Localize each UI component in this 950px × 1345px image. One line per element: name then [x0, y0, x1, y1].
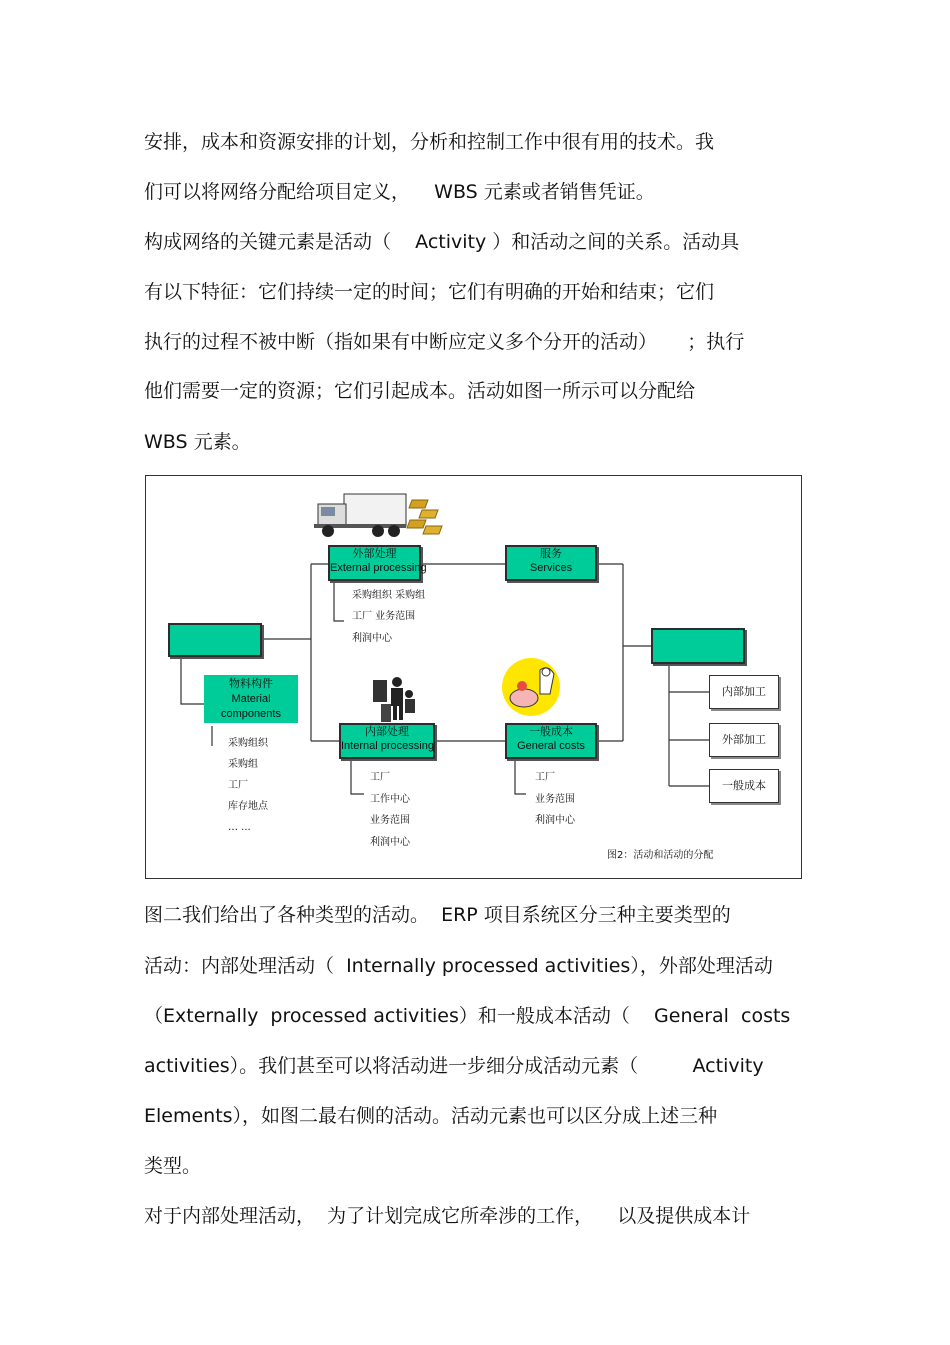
- external-processing-box: 外部处理 External processing: [328, 545, 421, 581]
- external-attr-3: 利润中心: [352, 633, 392, 644]
- external-attr-1: 采购组织 采购组: [352, 590, 426, 601]
- text-line: 安排，成本和资源安排的计划，分析和控制工作中很有用的技术。我: [144, 131, 715, 153]
- text-line: 们可以将网络分配给项目定义， WBS 元素或者销售凭证。: [144, 181, 655, 203]
- material-attr-1: 采购组织: [228, 738, 268, 749]
- text-line: 活动：内部处理活动（ Internally processed activities），外部处理活动: [144, 955, 773, 977]
- services-box: 服务 Services: [505, 545, 597, 581]
- text-line: 图二我们给出了各种类型的活动。 ERP 项目系统区分三种主要类型的: [144, 904, 731, 926]
- material-attr-2: 采购组: [228, 759, 258, 770]
- general-attr-1: 工厂: [535, 772, 555, 783]
- activity-element-external: 外部加工: [709, 723, 779, 757]
- general-attr-3: 利润中心: [535, 815, 575, 826]
- activity-element-internal: 内部加工: [709, 675, 779, 709]
- material-attr-5: … ...: [228, 822, 251, 833]
- internal-attr-4: 利润中心: [370, 837, 410, 848]
- text-line: 有以下特征：它们持续一定的时间；它们有明确的开始和结束；它们: [144, 281, 715, 303]
- internal-attr-2: 工作中心: [370, 794, 410, 805]
- text-line: WBS 元素。: [144, 431, 251, 453]
- material-attr-4: 库存地点: [228, 801, 268, 812]
- network-box-left: [168, 623, 262, 657]
- external-attr-2: 工厂 业务范围: [352, 611, 416, 622]
- internal-attr-3: 业务范围: [370, 815, 410, 826]
- text-line: activities）。我们甚至可以将活动进一步细分成活动元素（ Activity: [144, 1055, 764, 1077]
- text-line: Elements），如图二最右侧的活动。活动元素也可以区分成上述三种: [144, 1105, 718, 1127]
- internal-attr-1: 工厂: [370, 772, 390, 783]
- truck-icon: [312, 490, 408, 540]
- text-line: 对于内部处理活动， 为了计划完成它所牵涉的工作， 以及提供成本计: [144, 1205, 751, 1227]
- general-costs-box: 一般成本 General costs: [505, 723, 597, 759]
- text-line: 执行的过程不被中断（指如果有中断应定义多个分开的活动） ；执行: [144, 331, 745, 353]
- activity-element-general: 一般成本: [709, 769, 779, 803]
- workers-icon: [371, 674, 421, 724]
- activity-assignment-figure: [145, 475, 802, 879]
- piggy-bank-icon: [500, 656, 562, 718]
- figure-caption: 图2：活动和活动的分配: [607, 850, 714, 861]
- text-line: 他们需要一定的资源；它们引起成本。活动如图一所示可以分配给: [144, 380, 696, 402]
- text-line: 类型。: [144, 1155, 202, 1177]
- text-line: 构成网络的关键元素是活动（ Activity ）和活动之间的关系。活动具: [144, 231, 740, 253]
- material-components-box: 物料构件 Material components: [204, 675, 298, 723]
- internal-processing-box: 内部处理 Internal processing: [339, 723, 435, 759]
- network-box-right: [651, 628, 745, 664]
- material-attr-3: 工厂: [228, 780, 248, 791]
- general-attr-2: 业务范围: [535, 794, 575, 805]
- gold-bars-icon: [406, 498, 446, 538]
- text-line: （Externally processed activities）和一般成本活动（ General costs: [144, 1005, 791, 1027]
